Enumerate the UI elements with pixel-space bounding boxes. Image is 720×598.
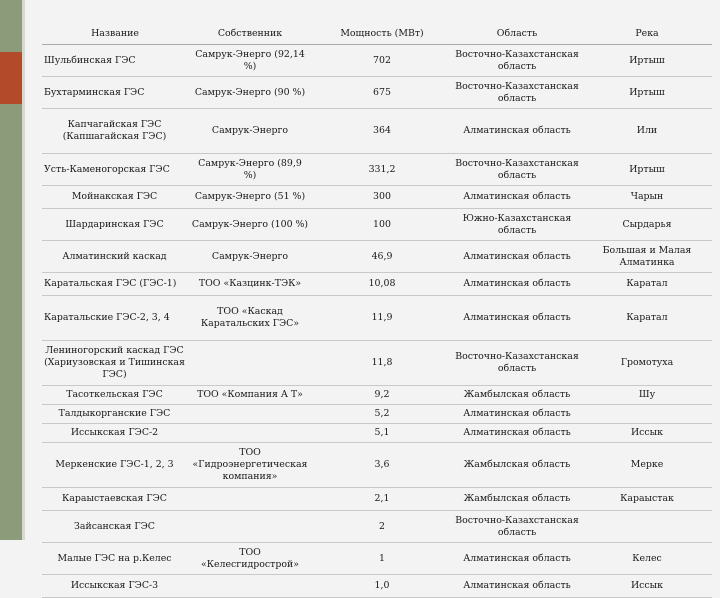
cell-power: 100 — [312, 209, 452, 241]
cell-region: Алматинская область — [452, 543, 582, 575]
cell-name: Меркенские ГЭС-1, 2, 3 — [42, 443, 188, 488]
cell-region: Восточно-Казахстанская область — [452, 154, 582, 186]
cell-name: Мойнакская ГЭС — [42, 186, 188, 209]
table-row — [42, 109, 712, 154]
cell-river: Каратал — [582, 273, 712, 296]
cell-name: Шардаринская ГЭС — [42, 209, 188, 241]
cell-river: Иртыш — [582, 154, 712, 186]
cell-region: Алматинская область — [452, 296, 582, 341]
cell-name: Караыстаевская ГЭС — [42, 488, 188, 511]
cell-owner: Самрук-Энерго — [188, 241, 312, 273]
cell-name: Малые ГЭС на р.Келес — [42, 543, 188, 575]
slide-side-shadow — [22, 0, 25, 540]
cell-name: Бухтарминская ГЭС — [42, 77, 188, 109]
cell-power: 300 — [312, 186, 452, 209]
cell-river: Караыстак — [582, 488, 712, 511]
header-owner: Собственник — [188, 24, 312, 45]
cell-owner: Самрук-Энерго (100 %) — [188, 209, 312, 241]
cell-power: 46,9 — [312, 241, 452, 273]
cell-name: Талдыкорганские ГЭС — [42, 405, 188, 424]
cell-river: Мерке — [582, 443, 712, 488]
cell-river: Каратал — [582, 296, 712, 341]
cell-region: Жамбылская область — [452, 488, 582, 511]
cell-region: Жамбылская область — [452, 386, 582, 405]
cell-power: 9,2 — [312, 386, 452, 405]
header-power: Мощность (МВт) — [312, 24, 452, 45]
cell-power: 11,8 — [312, 341, 452, 386]
cell-power: 2,1 — [312, 488, 452, 511]
cell-river: Иссык — [582, 575, 712, 598]
cell-power: 1,0 — [312, 575, 452, 598]
cell-power: 331,2 — [312, 154, 452, 186]
cell-region: Алматинская область — [452, 273, 582, 296]
cell-power: 11,9 — [312, 296, 452, 341]
table-row — [42, 386, 712, 405]
header-river: Река — [582, 24, 712, 45]
hydro-plants-table — [42, 24, 712, 598]
cell-owner: ТОО «Компания А Т» — [188, 386, 312, 405]
cell-owner: ТОО «Келесгидрострой» — [188, 543, 312, 575]
cell-region: Восточно-Казахстанская область — [452, 45, 582, 77]
cell-owner — [188, 405, 312, 424]
cell-name: Усть-Каменогорская ГЭС — [42, 154, 188, 186]
header-name: Название — [42, 24, 188, 45]
cell-power: 2 — [312, 511, 452, 543]
cell-name: Каратальская ГЭС (ГЭС-1) — [42, 273, 188, 296]
cell-river: Большая и Малая Алматинка — [582, 241, 712, 273]
cell-owner: ТОО «Гидроэнергетическая компания» — [188, 443, 312, 488]
cell-region: Южно-Казахстанская область — [452, 209, 582, 241]
cell-name: Тасоткельская ГЭС — [42, 386, 188, 405]
cell-power: 10,08 — [312, 273, 452, 296]
cell-owner — [188, 511, 312, 543]
table-row — [42, 543, 712, 575]
cell-region: Алматинская область — [452, 109, 582, 154]
table-row — [42, 575, 712, 598]
table-row — [42, 488, 712, 511]
cell-region: Алматинская область — [452, 186, 582, 209]
cell-name: Иссыкская ГЭС-3 — [42, 575, 188, 598]
cell-river: Иртыш — [582, 77, 712, 109]
table-row — [42, 241, 712, 273]
cell-name: Зайсанская ГЭС — [42, 511, 188, 543]
cell-river: Громотуха — [582, 341, 712, 386]
slide-side-accent — [0, 52, 22, 104]
cell-river: Сырдарья — [582, 209, 712, 241]
cell-power: 702 — [312, 45, 452, 77]
table-row — [42, 296, 712, 341]
cell-power: 3,6 — [312, 443, 452, 488]
table-row — [42, 443, 712, 488]
cell-owner: Самрук-Энерго (51 %) — [188, 186, 312, 209]
cell-owner: Самрук-Энерго — [188, 109, 312, 154]
cell-power: 364 — [312, 109, 452, 154]
cell-power: 5,1 — [312, 424, 452, 443]
cell-owner — [188, 341, 312, 386]
cell-region: Алматинская область — [452, 575, 582, 598]
cell-owner — [188, 488, 312, 511]
cell-river: Келес — [582, 543, 712, 575]
cell-river: Чарын — [582, 186, 712, 209]
cell-owner: ТОО «Казцинк-ТЭК» — [188, 273, 312, 296]
cell-region: Восточно-Казахстанская область — [452, 511, 582, 543]
table-row — [42, 405, 712, 424]
cell-region: Восточно-Казахстанская область — [452, 341, 582, 386]
cell-owner: Самрук-Энерго (89,9 %) — [188, 154, 312, 186]
table-row — [42, 186, 712, 209]
cell-power: 1 — [312, 543, 452, 575]
cell-owner: ТОО «Каскад Каратальских ГЭС» — [188, 296, 312, 341]
table-row — [42, 511, 712, 543]
cell-river — [582, 405, 712, 424]
cell-region: Восточно-Казахстанская область — [452, 77, 582, 109]
cell-owner: Самрук-Энерго (92,14 %) — [188, 45, 312, 77]
cell-region: Жамбылская область — [452, 443, 582, 488]
table-row — [42, 77, 712, 109]
cell-power: 5,2 — [312, 405, 452, 424]
cell-name: Шульбинская ГЭС — [42, 45, 188, 77]
cell-region: Алматинская область — [452, 241, 582, 273]
cell-name: Иссыкская ГЭС-2 — [42, 424, 188, 443]
cell-river: Шу — [582, 386, 712, 405]
table-row — [42, 154, 712, 186]
cell-owner: Самрук-Энерго (90 %) — [188, 77, 312, 109]
cell-region: Алматинская область — [452, 424, 582, 443]
table-header-row — [42, 24, 712, 45]
cell-river: Иссык — [582, 424, 712, 443]
table-row — [42, 341, 712, 386]
table-row — [42, 209, 712, 241]
cell-river: Иртыш — [582, 45, 712, 77]
cell-river — [582, 511, 712, 543]
cell-owner — [188, 575, 312, 598]
cell-name: Лениногорский каскад ГЭС (Хариузовская и Тишинская ГЭС) — [42, 341, 188, 386]
table-row — [42, 45, 712, 77]
cell-name: Каратальские ГЭС-2, 3, 4 — [42, 296, 188, 341]
header-region: Область — [452, 24, 582, 45]
table-row — [42, 424, 712, 443]
cell-owner — [188, 424, 312, 443]
table-row — [42, 273, 712, 296]
cell-power: 675 — [312, 77, 452, 109]
cell-name: Капчагайская ГЭС (Капшагайская ГЭС) — [42, 109, 188, 154]
cell-region: Алматинская область — [452, 405, 582, 424]
cell-name: Алматинский каскад — [42, 241, 188, 273]
cell-river: Или — [582, 109, 712, 154]
